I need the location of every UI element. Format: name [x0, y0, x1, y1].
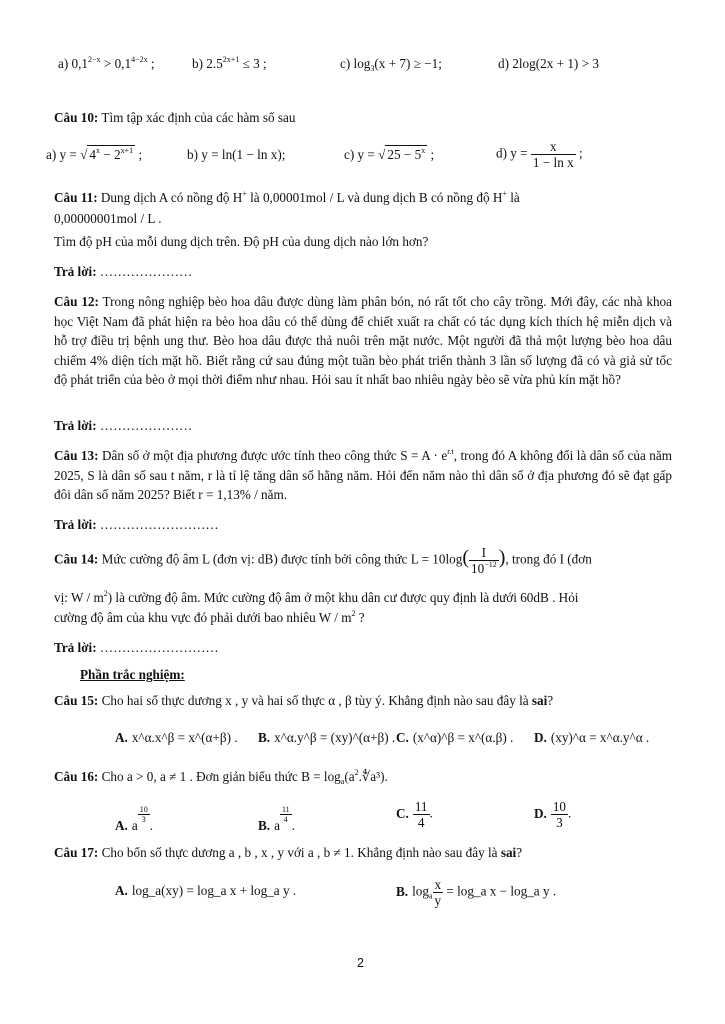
q16-option-a: A. a $\frac{10}{3}$ . [115, 805, 153, 833]
inequality-b: b) $2.5^{2x+1} \le 3$ ; [192, 55, 267, 71]
section-title: Phần trắc nghiệm: [80, 667, 185, 682]
q16-option-d: D. $\frac{10}{3}$ . [534, 799, 572, 830]
question-15: Câu 15: Cho hai số thực dương x , y và hai số thực α , β tùy ý. Khẳng định nào sau đây là sai? [54, 693, 554, 708]
q16-option-b: B. a $\frac{11}{4}$ . [258, 805, 295, 833]
q14-line-2: vị: W / $m^2$) là cường độ âm. Mức cường độ âm ở một khu dân cư được quy định là dưới 60dB . Hỏi [54, 589, 579, 605]
q16-option-c: C. $\frac{11}{4}$ . [396, 799, 433, 830]
q17-option-a: A. log_a(xy) = log_a x + log_a y . [115, 883, 297, 898]
page-number: 2 [357, 956, 364, 970]
question-13: Câu 13: Dân số ở một địa phương được ước tính theo công thức $S = A \cdot e^{r.t}$, trong đó A không đổi là dân số của năm 2025, S là dân số sau t năm, r là tỉ lệ tăng dân số hằng năm. Hỏi đến năm nào thì dân số ở địa phương đó sẽ đạt gấp đôi dân số năm 2025? Biết r = 1,13% / năm. [54, 447, 673, 502]
inequality-d: d) 2log(2x + 1) > 3 [498, 56, 599, 71]
q15-option-b: B. x^α.y^β = (xy)^(α+β) . [258, 730, 396, 745]
question-12: Câu 12: Trong nông nghiệp bèo hoa dâu được dùng làm phân bón, nó rất tốt cho cây trồng. Mới đây, các nhà khoa học Việt Nam đã phát hiện ra bèo hoa dâu có thể dùng để chiết xuất ra chất có tác dụng kích thích hệ miễn dịch và hỗ trợ điều trị bệnh ung thư. Bèo hoa dâu được thả nuôi trên mặt nước. Một người đã thả một lượng bèo hoa dâu chiếm 4% diện tích mặt hồ. Biết rằng cứ sau đúng một tuần bèo phát triển thành 3 lần số lượng đã có và giả sử tốc độ phát triển của bèo ở mọi thời điểm như nhau. Hỏi sau ít nhất bao nhiêu ngày bèo sẽ vừa phủ kín mặt hồ? [54, 294, 672, 387]
answer-line-13: Trả lời: ……………………… [54, 517, 219, 532]
q10-option-b: b) y = ln(1 − ln x); [187, 147, 286, 162]
question-11: Câu 11: Dung dịch A có nồng độ H+ là 0,00001mol / L và dung dịch B có nồng độ H+ là [54, 189, 520, 205]
answer-line-12: Trả lời: ………………… [54, 418, 193, 433]
q10-option-d: d) y = $\frac{x}{\text{1 − ln x}}$ ; [496, 139, 583, 170]
q14-line-3: cường độ âm của khu vực đó phải dưới bao nhiêu W / $m^2$ ? [54, 609, 365, 625]
q15-option-a: A. x^α.x^β = x^(α+β) . [115, 730, 238, 745]
question-16: Câu 16: Cho a > 0, a ≠ 1 . Đơn giản biểu thức $B = \log_a(a^2.∜a^3)$. [54, 768, 388, 786]
inequality-a: a) $0,1^{2-x} > 0,1^{4-2x}$ ; [58, 55, 155, 71]
question-14: Câu 14: Mức cường độ âm L (đơn vị: dB) được tính bởi công thức L = 10log( $\frac{I}{10^{-12}}$ ), trong đó I (đơn [54, 545, 592, 576]
q11-line-2: 0,00000001mol / L . [54, 211, 162, 226]
q15-option-d: D. (xy)^α = x^α.y^α . [534, 730, 650, 745]
q15-option-c: C. (x^α)^β = x^(α.β) . [396, 730, 514, 745]
q10-option-a: a) y = √ $4^x - 2^{x+1}$ ; [46, 146, 143, 162]
q17-option-b: B. $\log_a$ $\frac{x}{y}$ = log_a x − log_a y . [396, 877, 557, 908]
inequality-c: c) $\log_3(x + 7) \ge -1$; [340, 56, 442, 73]
q10-option-c: c) y = √ $25 - 5^x$ ; [344, 146, 435, 162]
question-17: Câu 17: Cho bốn số thực dương a , b , x , y với a , b ≠ 1. Khẳng định nào sau đây là sai? [54, 845, 523, 860]
answer-line-14: Trả lời: ……………………… [54, 640, 219, 655]
answer-line-11: Trả lời: ………………… [54, 264, 193, 279]
q11-line-3: Tìm độ pH của mỗi dung dịch trên. Độ pH của dung dịch nào lớn hơn? [54, 234, 429, 249]
question-10: Câu 10: Tìm tập xác định của các hàm số sau [54, 110, 296, 125]
